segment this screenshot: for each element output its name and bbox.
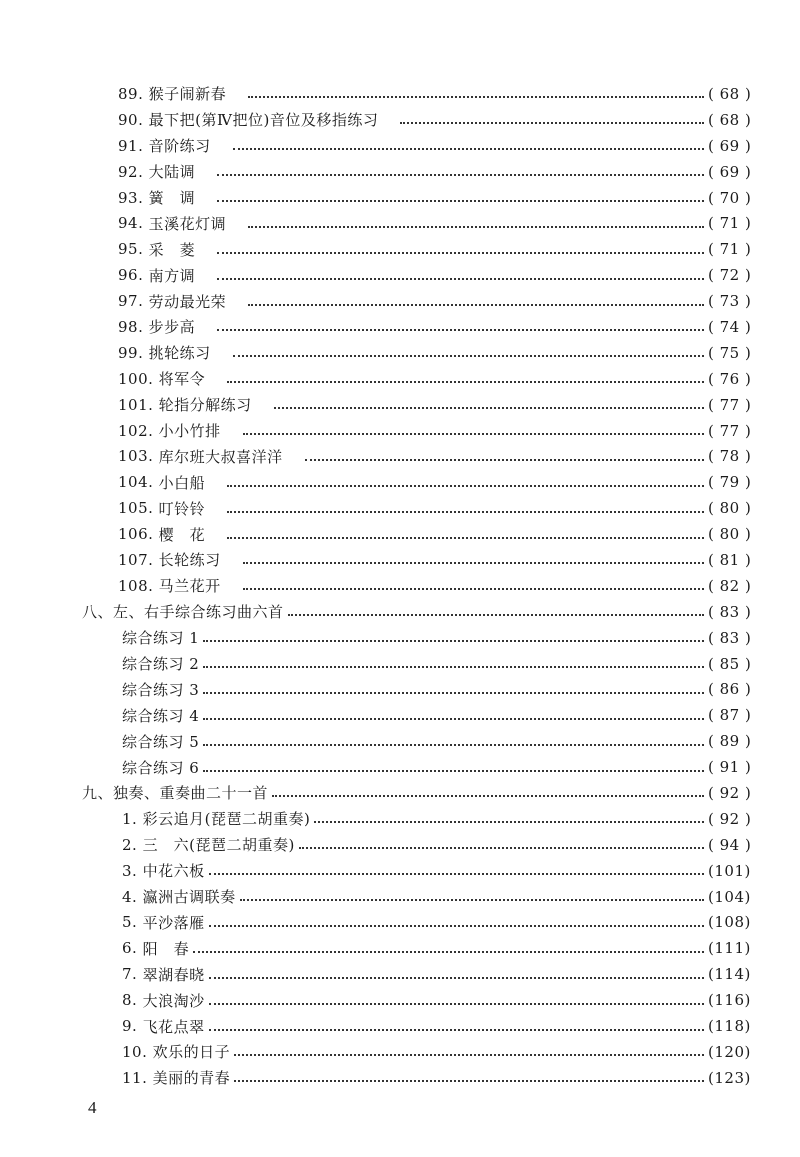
toc-entry-page: ( 79 ): [708, 473, 752, 492]
toc-entry-number: 90.: [118, 110, 149, 129]
toc-entry-number: 93.: [118, 188, 149, 207]
toc-entry-page: ( 83 ): [708, 602, 752, 621]
toc-entry-page: ( 70 ): [708, 188, 752, 207]
dot-leader: [217, 199, 704, 202]
toc-entry-page: (123): [708, 1068, 751, 1087]
toc-entry-title: 簧 调: [148, 189, 196, 207]
toc-entry-number: 103.: [118, 447, 159, 466]
toc-entry[interactable]: [0, 1013, 800, 1039]
dot-leader: [227, 484, 704, 487]
dot-leader: [227, 536, 704, 539]
toc-entry-title: 综合练习 5: [122, 732, 200, 751]
toc-entry-title: 三 六(琵琶二胡重奏): [142, 836, 295, 855]
dot-leader: [234, 1053, 704, 1056]
toc-entry[interactable]: [0, 262, 800, 288]
toc-entry-title: 樱 花: [158, 525, 206, 544]
dot-leader: [400, 121, 704, 124]
toc-entry-page: ( 72 ): [708, 266, 752, 285]
toc-entry-number: 101.: [118, 395, 159, 414]
dot-leader: [203, 665, 704, 668]
toc-entry[interactable]: [0, 806, 800, 832]
toc-entry-title: 小白船: [158, 473, 206, 492]
toc-entry[interactable]: [0, 366, 800, 392]
toc-entry-title: 综合练习 4: [122, 706, 200, 725]
dot-leader: [240, 898, 704, 901]
toc-entry-page: (118): [708, 1017, 751, 1035]
toc-entry[interactable]: [0, 81, 800, 107]
toc-entry[interactable]: [0, 469, 800, 495]
dot-leader: [203, 769, 704, 772]
toc-entry-title: 美丽的青春: [152, 1069, 231, 1088]
toc-entry[interactable]: [0, 987, 800, 1013]
toc-entry-page: ( 71 ): [708, 214, 752, 233]
toc-entry-page: ( 68 ): [708, 84, 752, 103]
toc-entry-number: 105.: [118, 499, 159, 518]
toc-entry-number: 5.: [122, 913, 143, 932]
toc-entry-title: 平沙落雁: [142, 913, 205, 932]
toc-entry-number: 8.: [122, 991, 143, 1010]
dot-leader: [248, 303, 704, 306]
toc-entry[interactable]: [0, 314, 800, 340]
toc-entry-title: 库尔班大叔喜洋洋: [158, 447, 283, 466]
toc-entry-title: 音阶练习: [148, 137, 211, 156]
toc-entry-page: ( 82 ): [708, 576, 752, 595]
dot-leader: [203, 743, 704, 746]
toc-entry-title: 飞花点翠: [142, 1017, 205, 1036]
page-number: 4: [88, 1098, 97, 1117]
toc-entry-page: (120): [708, 1042, 751, 1061]
toc-entry-number: 4.: [122, 887, 143, 906]
toc-entry-page: ( 92 ): [708, 783, 752, 802]
dot-leader: [274, 406, 704, 409]
toc-entry-number: 7.: [122, 965, 143, 984]
toc-entry[interactable]: [0, 185, 800, 211]
dot-leader: [203, 639, 704, 642]
toc-entry[interactable]: [0, 1065, 800, 1091]
toc-entry[interactable]: [0, 728, 800, 754]
toc-entry-page: ( 85 ): [708, 654, 752, 673]
toc-entry-page: ( 75 ): [708, 343, 752, 362]
dot-leader: [248, 225, 704, 228]
dot-leader: [227, 510, 704, 513]
toc-entry-title: 彩云追月(琵琶二胡重奏): [142, 810, 311, 829]
toc-entry[interactable]: [0, 910, 800, 936]
toc-entry-page: ( 69 ): [708, 162, 752, 181]
dot-leader: [234, 1079, 704, 1082]
dot-leader: [233, 354, 704, 357]
toc-section-heading[interactable]: [0, 599, 800, 625]
dot-leader: [243, 561, 704, 564]
dot-leader: [209, 924, 704, 927]
toc-entry-page: (101): [708, 861, 751, 880]
toc-entry[interactable]: [0, 1039, 800, 1065]
dot-leader: [299, 846, 704, 849]
toc-entry-page: (104): [708, 887, 751, 906]
toc-entry-page: ( 94 ): [708, 835, 752, 854]
toc-entry-number: 11.: [122, 1068, 153, 1087]
toc-entry[interactable]: [0, 547, 800, 573]
dot-leader: [193, 950, 704, 953]
toc-entry-title: 综合练习 1: [122, 629, 200, 648]
toc-entry-title: 九、独奏、重奏曲二十一首: [82, 784, 269, 803]
dot-leader: [243, 432, 704, 435]
toc-entry-number: 6.: [122, 939, 143, 958]
toc-entry-title: 翠湖春晓: [142, 965, 205, 984]
toc-entry-title: 中花六板: [142, 862, 205, 881]
toc-entry-title: 长轮练习: [158, 551, 221, 570]
toc-entry-title: 八、左、右手综合练习曲六首: [82, 603, 284, 622]
toc-entry[interactable]: [0, 443, 800, 469]
toc-entry-number: 107.: [118, 550, 159, 569]
toc-entry-number: 99.: [118, 343, 149, 362]
toc-entry-title: 大陆调: [148, 163, 196, 182]
toc-entry-title: 步步高: [148, 318, 196, 337]
dot-leader: [272, 794, 704, 797]
toc-entry[interactable]: [0, 418, 800, 444]
toc-entry-title: 劳动最光荣: [148, 292, 227, 311]
toc-entry-number: 95.: [118, 240, 149, 259]
dot-leader: [217, 251, 704, 254]
toc-entry-number: 97.: [118, 292, 149, 311]
toc-entry-page: ( 92 ): [708, 809, 752, 828]
toc-entry[interactable]: [0, 521, 800, 547]
toc-entry-page: ( 77 ): [708, 395, 752, 414]
toc-entry-title: 综合练习 2: [122, 655, 200, 674]
dot-leader: [227, 380, 704, 383]
toc-entry[interactable]: [0, 573, 800, 599]
dot-leader: [248, 95, 704, 98]
toc-entry-page: ( 91 ): [708, 758, 752, 777]
toc-entry-title: 叮铃铃: [158, 499, 206, 518]
toc-entry-title: 玉溪花灯调: [148, 214, 227, 233]
toc-entry-number: 102.: [118, 421, 159, 440]
toc-entry-page: (111): [708, 939, 751, 958]
dot-leader: [217, 277, 704, 280]
toc-entry-page: ( 69 ): [708, 136, 752, 155]
toc-entry-title: 欢乐的日子: [152, 1043, 231, 1062]
toc-entry-number: 3.: [122, 861, 143, 880]
toc-entry-title: 采 菱: [148, 240, 196, 259]
toc-entry-title: 将军令: [158, 370, 206, 389]
toc-entry-page: ( 80 ): [708, 499, 752, 518]
toc-entry-title: 综合练习 3: [122, 680, 200, 699]
toc-entry[interactable]: [0, 236, 800, 262]
toc-entry-page: ( 81 ): [708, 550, 752, 569]
toc-entry[interactable]: [0, 495, 800, 521]
toc-entry-title: 最下把(第Ⅳ把位)音位及移指练习: [148, 111, 379, 130]
dot-leader: [243, 587, 704, 590]
toc-entry-title: 综合练习 6: [122, 758, 200, 777]
toc-entry[interactable]: [0, 754, 800, 780]
toc-entry[interactable]: [0, 107, 800, 133]
toc-entry-title: 阳 春: [142, 939, 190, 958]
toc-entry-number: 106.: [118, 525, 159, 544]
toc-entry-title: 南方调: [148, 266, 196, 285]
toc-entry-title: 挑轮练习: [148, 344, 211, 363]
toc-entry-title: 轮指分解练习: [158, 396, 252, 415]
dot-leader: [203, 717, 704, 720]
toc-entry[interactable]: [0, 133, 800, 159]
toc-entry[interactable]: [0, 159, 800, 185]
toc-entry-title: 瀛洲古调联奏: [142, 888, 236, 907]
toc-entry-number: 91.: [118, 136, 149, 155]
toc-entry-page: (108): [708, 913, 751, 932]
dot-leader: [209, 976, 704, 979]
toc-section-heading[interactable]: [0, 780, 800, 806]
toc-entry-number: 9.: [122, 1017, 143, 1035]
toc-entry-page: ( 71 ): [708, 240, 752, 259]
toc-entry-number: 100.: [118, 369, 159, 388]
dot-leader: [305, 458, 704, 461]
toc-entry[interactable]: [0, 288, 800, 314]
toc-entry-number: 94.: [118, 214, 149, 233]
toc-entry-page: ( 77 ): [708, 421, 752, 440]
dot-leader: [314, 820, 704, 823]
toc-entry[interactable]: [0, 961, 800, 987]
toc-entry-page: ( 76 ): [708, 369, 752, 388]
toc-entry-number: 89.: [118, 84, 149, 103]
toc-entry-page: (116): [708, 991, 751, 1010]
toc-entry[interactable]: [0, 702, 800, 728]
dot-leader: [217, 328, 704, 331]
toc-entry-number: 2.: [122, 835, 143, 854]
toc-entry-page: (114): [708, 965, 751, 984]
toc-entry[interactable]: [0, 832, 800, 858]
toc-entry[interactable]: [0, 340, 800, 366]
toc-entry-title: 大浪淘沙: [142, 991, 205, 1010]
toc-entry-number: 108.: [118, 576, 159, 595]
toc-entry-number: 10.: [122, 1042, 153, 1061]
toc-entry[interactable]: [0, 392, 800, 418]
toc-entry-number: 98.: [118, 317, 149, 336]
dot-leader: [209, 1002, 704, 1005]
toc-entry-title: 猴子闹新春: [148, 85, 227, 104]
dot-leader: [233, 147, 704, 150]
toc-entry-page: ( 83 ): [708, 628, 752, 647]
toc-entry[interactable]: [0, 676, 800, 702]
dot-leader: [217, 173, 704, 176]
toc-entry[interactable]: [0, 884, 800, 910]
dot-leader: [209, 1028, 704, 1031]
toc-entry-page: ( 89 ): [708, 732, 752, 751]
toc-entry-page: ( 68 ): [708, 110, 752, 129]
toc-entry-title: 马兰花开: [158, 577, 221, 596]
dot-leader: [288, 613, 704, 616]
toc-entry[interactable]: [0, 625, 800, 651]
toc-entry-number: 96.: [118, 266, 149, 285]
toc-entry-page: ( 86 ): [708, 680, 752, 699]
toc-entry[interactable]: [0, 858, 800, 884]
dot-leader: [209, 872, 704, 875]
toc-entry[interactable]: [0, 210, 800, 236]
toc-entry[interactable]: [0, 935, 800, 961]
toc-entry-page: ( 73 ): [708, 292, 752, 311]
toc-entry-page: ( 80 ): [708, 525, 752, 544]
toc-entry-number: 104.: [118, 473, 159, 492]
toc-entry[interactable]: [0, 651, 800, 677]
toc-entry-page: ( 78 ): [708, 447, 752, 466]
toc-entry-page: ( 74 ): [708, 317, 752, 336]
toc-entry-title: 小小竹排: [158, 422, 221, 441]
toc-entry-number: 92.: [118, 162, 149, 181]
dot-leader: [203, 691, 704, 694]
toc-entry-number: 1.: [122, 809, 143, 828]
toc-entry-page: ( 87 ): [708, 706, 752, 725]
table-of-contents: [0, 81, 800, 1091]
